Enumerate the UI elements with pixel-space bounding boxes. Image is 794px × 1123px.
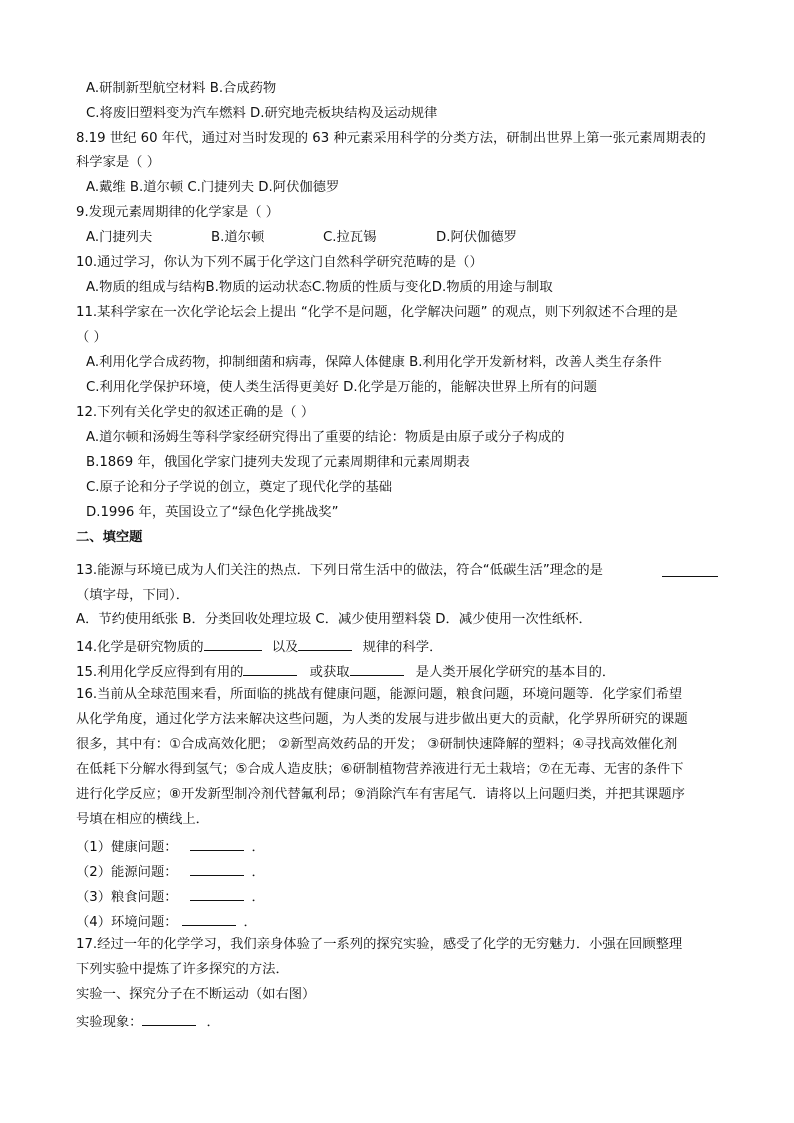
q15-text-3: 是人类开展化学研究的基本目的． [415, 665, 616, 680]
q16-sub4-label: （4）环境问题： [76, 915, 178, 930]
q14-stem [76, 636, 442, 657]
q13-stem-text: 13.能源与环境已成为人们关注的热点．下列日常生活中的做法，符合“低碳生活”理念的是 [76, 563, 603, 578]
q16-sub2-blank[interactable] [190, 861, 244, 876]
q16-sub2-label: （2）能源问题： [76, 865, 178, 880]
q15-blank-1[interactable] [243, 661, 297, 676]
q8-stem-line2: 科学家是（ ） [76, 155, 161, 170]
q16-sub4-period: ． [243, 915, 257, 930]
q17-experiment1: 实验一、探究分子在不断运动（如右图） [76, 987, 316, 1002]
q7-options-cd: C.将废旧塑料变为汽车燃料 D.研究地壳板块结构及运动规律 [86, 106, 438, 121]
q15-blank-2[interactable] [350, 661, 404, 676]
q10-stem: 10.通过学习，你认为下列不属于化学这门自然科学研究范畴的是（） [76, 255, 483, 270]
q16-line5: 进行化学反应；⑧开发新型制冷剂代替氟利昂；⑨消除汽车有害尾气．请将以上问题归类，并把其课题序 [76, 787, 685, 802]
q7-options-ab: A.研制新型航空材料 B.合成药物 [86, 81, 277, 96]
q12-stem: 12.下列有关化学史的叙述正确的是（ ） [76, 405, 315, 420]
q11-options-ab: A.利用化学合成药物，抑制细菌和病毒，保障人体健康 B.利用化学开发新材料，改善人类生存条件 [86, 355, 662, 370]
q16-sub1-blank[interactable] [190, 836, 244, 851]
q16-sub3 [76, 886, 265, 907]
q14-text-1: 14.化学是研究物质的 [76, 640, 204, 655]
q9-stem: 9.发现元素周期律的化学家是（ ） [76, 205, 280, 220]
q16-sub1 [76, 836, 265, 857]
q17-phenomenon-period: ． [206, 1015, 220, 1030]
q14-text-2: 以及 [271, 640, 299, 655]
q12-option-a: A.道尔顿和汤姆生等科学家经研究得出了重要的结论：物质是由原子或分子构成的 [86, 430, 565, 445]
q16-sub1-label: （1）健康问题： [76, 840, 178, 855]
q16-sub2 [76, 861, 265, 882]
q17-line1: 17.经过一年的化学学习，我们亲身体验了一系列的探究实验，感受了化学的无穷魅力．小强在回顾整理 [76, 937, 683, 952]
q13-stem-line1 [76, 562, 603, 580]
q12-option-b: B.1869 年，俄国化学家门捷列夫发现了元素周期律和元素周期表 [86, 455, 470, 470]
q11-options-cd: C.利用化学保护环境，使人类生活得更美好 D.化学是万能的，能解决世界上所有的问题 [86, 380, 597, 395]
q16-sub3-period: ． [251, 890, 265, 905]
q9-option-b: B.道尔顿 [211, 230, 265, 245]
q16-sub4 [76, 911, 257, 932]
q14-blank-2[interactable] [298, 636, 352, 651]
q14-blank-1[interactable] [204, 636, 262, 651]
q16-line2: 从化学角度，通过化学方法来解决这些问题，为人类的发展与进步做出更大的贡献，化学界所研究的课题 [76, 712, 688, 727]
section-fill-in-title: 二、填空题 [76, 530, 143, 545]
q16-sub1-period: ． [251, 840, 265, 855]
q9-option-c: C.拉瓦锡 [323, 230, 377, 245]
q16-sub3-label: （3）粮食问题： [76, 890, 178, 905]
q16-line6: 号填在相应的横线上． [76, 812, 209, 827]
q16-line4: 在低耗下分解水得到氢气；⑤合成人造皮肤；⑥研制植物营养液进行无土栽培；⑦在无毒、无害的条件下 [76, 762, 684, 777]
q16-sub2-period: ． [251, 865, 265, 880]
q10-options: A.物质的组成与结构B.物质的运动状态C.物质的性质与变化D.物质的用途与制取 [86, 280, 553, 295]
q15-stem [76, 661, 615, 682]
q9-option-d: D.阿伏伽德罗 [436, 230, 517, 245]
q16-sub3-blank[interactable] [190, 886, 244, 901]
q13-answer-blank[interactable] [662, 562, 718, 577]
q8-stem-line1: 8.19 世纪 60 年代，通过对当时发现的 63 种元素采用科学的分类方法，研制出世界上第一张元素周期表的 [76, 131, 706, 146]
q16-line1: 16.当前从全球范围来看，所面临的挑战有健康问题，能源问题，粮食问题，环境问题等．化学家们希望 [76, 687, 683, 702]
q16-sub4-blank[interactable] [182, 911, 236, 926]
q16-line3: 很多，其中有：①合成高效化肥； ②新型高效药品的开发； ③研制快速降解的塑料；④寻找高效催化剂 [76, 737, 678, 752]
q13-options: A．节约使用纸张 B．分类回收处理垃圾 C．减少使用塑料袋 D．减少使用一次性纸杯． [76, 612, 592, 627]
q14-text-3: 规律的科学． [362, 640, 443, 655]
q17-phenomenon [76, 1011, 220, 1032]
q11-stem-line1: 11.某科学家在一次化学论坛会上提出 “化学不是问题，化学解决问题” 的观点，则下列叙述不合理的是 [76, 305, 678, 320]
q12-option-d: D.1996 年，英国设立了“绿色化学挑战奖” [86, 505, 339, 520]
q15-text-1: 15.利用化学反应得到有用的 [76, 665, 244, 680]
q9-option-a: A.门捷列夫 [86, 230, 153, 245]
q17-phenomenon-label: 实验现象： [76, 1015, 143, 1030]
q17-phenomenon-blank[interactable] [142, 1011, 196, 1026]
q11-stem-line2: （ ） [76, 330, 107, 345]
q12-option-c: C.原子论和分子学说的创立，奠定了现代化学的基础 [86, 480, 393, 495]
q17-line2: 下列实验中提炼了许多探究的方法． [76, 962, 289, 977]
q13-stem-line2: （填字母，下同）． [76, 588, 190, 603]
q8-options: A.戴维 B.道尔顿 C.门捷列夫 D.阿伏伽德罗 [86, 180, 340, 195]
q15-text-2: 或获取 [309, 665, 350, 680]
